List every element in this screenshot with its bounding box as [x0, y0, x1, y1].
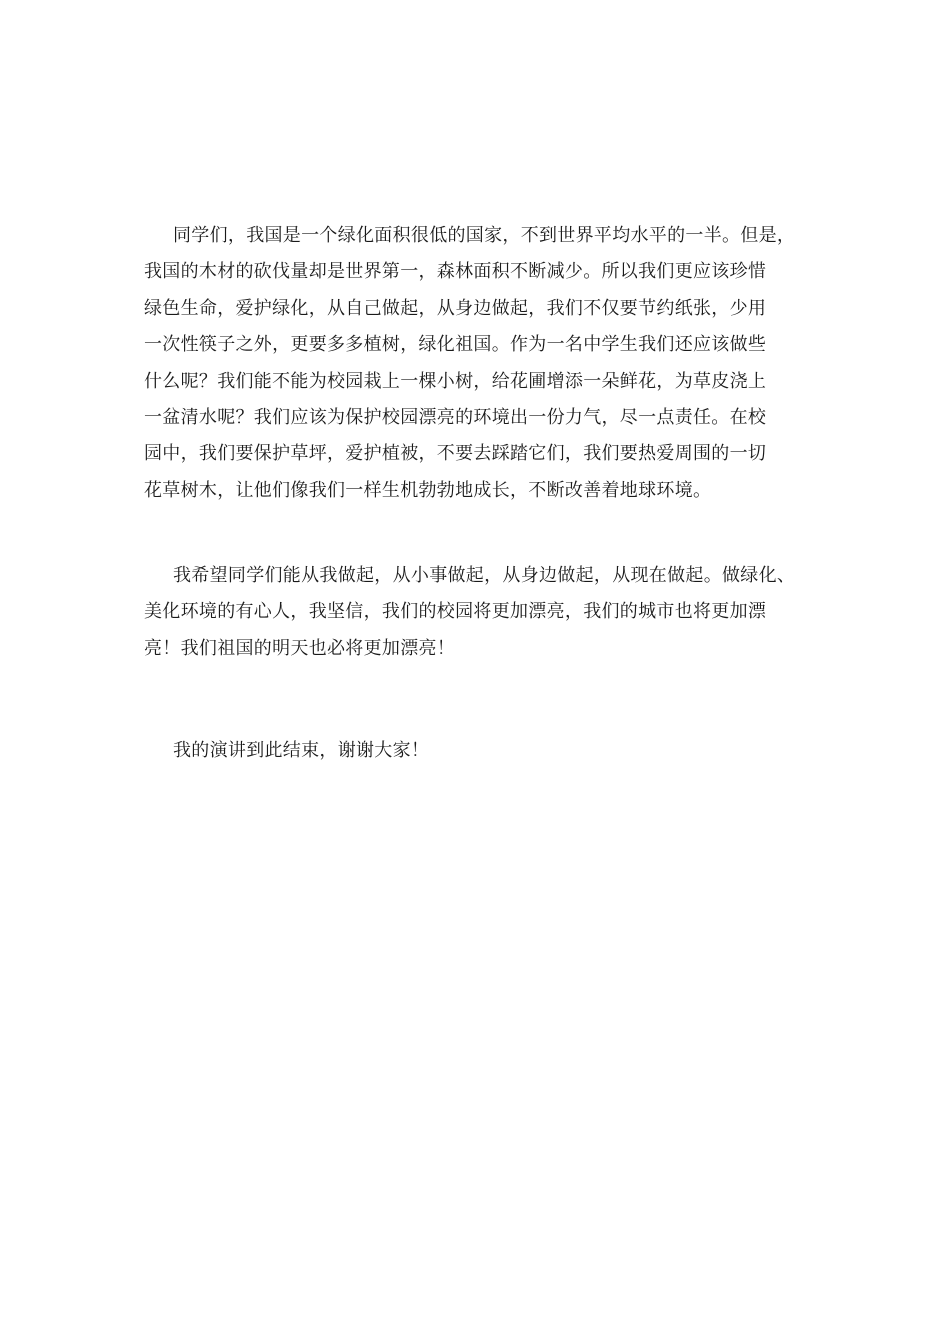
paragraph-line: 花草树木，让他们像我们一样生机勃勃地成长，不断改善着地球环境。 — [144, 479, 712, 501]
paragraph-line: 我国的木材的砍伐量却是世界第一，森林面积不断减少。所以我们更应该珍惜 — [144, 261, 767, 283]
paragraph-line: 我希望同学们能从我做起，从小事做起，从身边做起，从现在做起。做绿化、 — [173, 565, 796, 586]
paragraph-line: 亮！我们祖国的明天也必将更加漂亮！ — [144, 637, 456, 659]
paragraph-green-environment — [144, 218, 824, 509]
paragraph-line: 我的演讲到此结束，谢谢大家！ — [173, 740, 430, 761]
paragraph-line: 一盆清水呢？我们应该为保护校园漂亮的环境出一份力气，尽一点责任。在校 — [144, 406, 767, 428]
paragraph-line: 园中，我们要保护草坪，爱护植被，不要去踩踏它们，我们要热爱周围的一切 — [144, 443, 767, 465]
paragraph-line: 一次性筷子之外，更要多多植树，绿化祖国。作为一名中学生我们还应该做些 — [144, 334, 767, 356]
paragraph-call-to-action — [144, 558, 824, 667]
paragraph-closing — [144, 733, 824, 769]
paragraph-line: 什么呢？我们能不能为校园栽上一棵小树，给花圃增添一朵鲜花，为草皮浇上 — [144, 370, 767, 392]
paragraph-line: 美化环境的有心人，我坚信，我们的校园将更加漂亮，我们的城市也将更加漂 — [144, 601, 767, 623]
paragraph-line: 同学们，我国是一个绿化面积很低的国家，不到世界平均水平的一半。但是， — [173, 225, 796, 246]
paragraph-line: 绿色生命，爱护绿化，从自己做起，从身边做起，我们不仅要节约纸张，少用 — [144, 297, 767, 319]
